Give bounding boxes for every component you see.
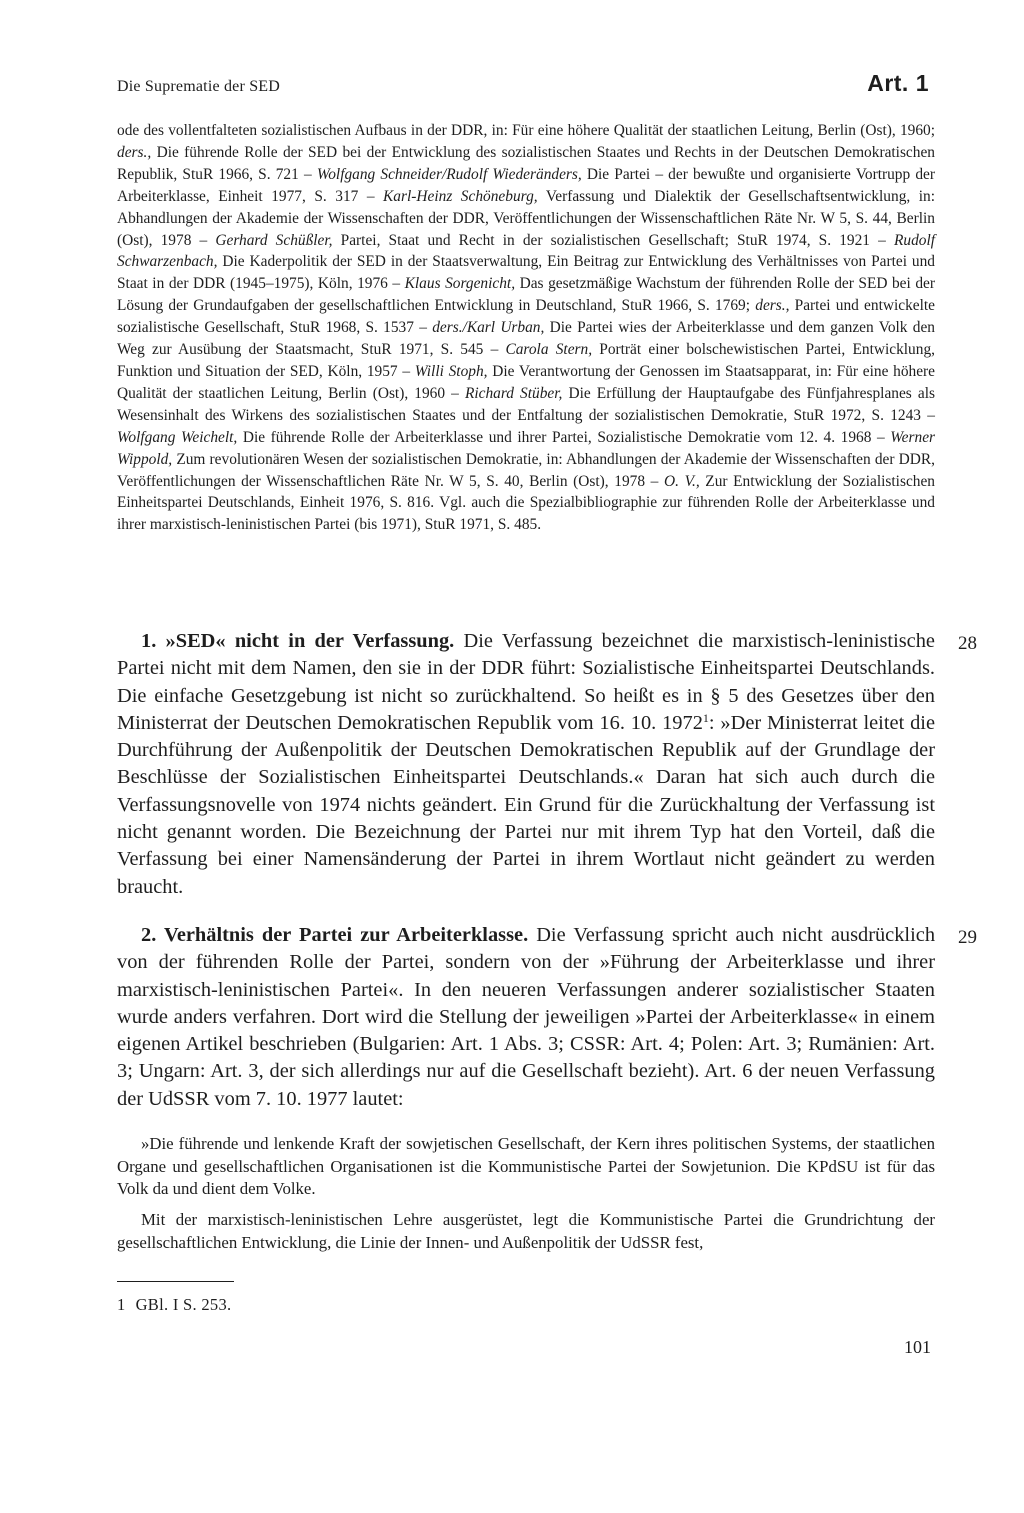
- bib-author: Klaus Sorgenicht,: [404, 275, 516, 293]
- bib-author: ders.,: [755, 297, 790, 315]
- bib-author: ders.,: [117, 143, 152, 161]
- bib-text: Die führende Rolle der Arbeiterklasse und ihrer Partei, Sozialistische Demokratie vom 12. 4. 1968 –: [237, 428, 891, 446]
- block-quote-paragraph: Mit der marxistisch-leninistischen Lehre ausgerüstet, legt die Kommunistische Partei die Grundrichtung der gesellschaftlichen Entwicklung, die Linie der Innen- und Außenpolitik der UdSSR fest,: [117, 1210, 935, 1252]
- bib-text: Das gesetzmäßige Wachstum der führenden Rolle der SED bei der Lösung der Grundaufgaben der gesellschaftlichen Entwicklung in Deutschland, StuR 1966, S. 1769;: [117, 275, 935, 315]
- bib-text: Zum revolutionären Wesen der sozialistischen Demokratie, in: Abhandlungen der Akademie der Wissenschaften der DDR, Veröffentlichungen der Wissenschaftlichen Räte Nr. W 5, S. 40, Berlin (Ost), 1978 –: [117, 450, 935, 490]
- bib-author: Karl-Heinz Schöneburg,: [383, 187, 538, 205]
- bib-author: Richard Stüber,: [464, 384, 563, 402]
- section-heading: 1. »SED« nicht in der Verfassung.: [141, 630, 455, 652]
- footnote-separator: [117, 1281, 234, 1282]
- bib-text: Die Partei – der bewußte und organisierte Vortrupp der Arbeiterklasse, Einheit 1977, S. 317 –: [117, 165, 935, 205]
- bib-text: Die Erfüllung der Hauptaufgabe des Fünfjahresplanes als Wesensinhalt des Wirkens des sozialistischen Staates und der Entfaltung der sozialistischen Demokratie, StuR 1972, S. 1243 –: [117, 384, 935, 424]
- running-header-article: Art. 1: [867, 70, 929, 96]
- bib-author: Wolfgang Weichelt,: [117, 428, 238, 446]
- bib-text: ode des vollentfalteten sozialistischen Aufbaus in der DDR, in: Für eine höhere Qualität der staatlichen Leitung, Berlin (Ost), 1960;: [117, 122, 935, 139]
- bib-text: Die Verantwortung der Genossen im Staatsapparat, in: Für eine höhere Qualität der staatlichen Leitung, Berlin (Ost), 1960 –: [117, 362, 936, 402]
- section-heading: 2. Verhältnis der Partei zur Arbeiterklasse.: [141, 924, 529, 946]
- footnote-text: GBl. I S. 253.: [135, 1295, 232, 1314]
- section-text: : »Der Ministerrat leitet die Durchführung der Außenpolitik der Deutschen Demokratischen Republik auf der Grundlage der Beschlüsse der Sozialistischen Einheitspartei Deutschlands.« Daran hat sich auch durch die Verfassungsnovelle von 1974 nichts geändert. Ein Grund für die Zurückhaltung der Verfassung ist nicht genannt worden. Die Bezeichnung der Partei nur mit ihrem Typ hat den Vorteil, daß die Verfassung bei einer Namensänderung der Partei in ihrem Wortlaut nicht geändert zu werden braucht.: [117, 711, 935, 898]
- bib-text: Partei, Staat und Recht in der sozialistischen Gesellschaft; StuR 1974, S. 1921 –: [332, 231, 894, 249]
- bib-text: Die Kaderpolitik der SED in der Staatsverwaltung, Ein Beitrag zur Entwicklung des Verhältnisses von Partei und Staat in der DDR (1945–1975), Köln, 1976 –: [117, 253, 935, 293]
- running-header-title: Die Suprematie der SED: [117, 78, 281, 95]
- section-text: Die Verfassung spricht auch nicht ausdrücklich von der führenden Rolle der Partei, sondern von der »Führung der Arbeiterklasse und ihrer marxistisch-leninistischen Partei«. In den neueren Verfassungen anderer sozialistischer Staaten wurde anders verfahren. Dort wird die Stellung der jeweiligen »Partei der Arbeiterklasse« in einem eigenen Artikel beschrieben (Bulgarien: Art. 1 Abs. 3; CSSR: Art. 4; Polen: Art. 3; Rumänien: Art. 3; Ungarn: Art. 3, der sich allerdings nur auf die Gesellschaft bezieht). Art. 6 der neuen Verfassung der UdSSR vom 7. 10. 1977 lautet:: [117, 924, 936, 1110]
- bib-text: Die führende Rolle der SED bei der Entwicklung des sozialistischen Staates und Rechts in der Deutschen Demokratischen Republik, StuR 1966, S. 721 –: [117, 143, 935, 183]
- bib-text: Zur Entwicklung der Sozialistischen Einheitspartei Deutschlands, Einheit 1976, S. 816. Vgl. auch die Spezialbibliographie zur führenden Rolle der Arbeiterklasse und ihrer marxistisch-leninistischen Partei (bis 1971), StuR 1971, S. 485.: [117, 472, 936, 534]
- bib-author: ders./Karl Urban,: [432, 319, 545, 337]
- footnote-number: 1: [117, 1295, 126, 1314]
- bib-text: Porträt einer bolschewistischen Partei, Entwicklung, Funktion und Situation der SED, Köln, 1957 –: [117, 341, 935, 380]
- section-paragraph-28: [117, 628, 935, 901]
- bib-text: Verfassung und Dialektik der Gesellschaftsentwicklung, in: Abhandlungen der Akademie der Wissenschaften der DDR, Veröffentlichungen der Wissenschaftlichen Räte Nr. W 5, S. 44, Berlin (Ost), 1978 –: [117, 187, 935, 249]
- bib-text: Die Partei wies der Arbeiterklasse und dem ganzen Volk den Weg zur Ausübung der Staatsmacht, StuR 1971, S. 545 –: [117, 319, 935, 359]
- bib-author: Werner Wippold,: [117, 428, 936, 468]
- page-number: 101: [904, 1337, 931, 1357]
- bibliography-block: [117, 120, 935, 536]
- margin-number: 28: [958, 633, 977, 654]
- bib-author: Gerhard Schüßler,: [215, 231, 333, 249]
- footnote-reference[interactable]: 1: [702, 710, 709, 725]
- bib-author: Rudolf Schwarzenbach,: [117, 231, 936, 271]
- section-text: Die Verfassung bezeichnet die marxistisch-leninistische Partei nicht mit dem Namen, den sie in der DDR führt: Sozialistische Einheitspartei Deutschlands. Die einfache Gesetzgebung ist nicht so zurückhaltend. So heißt es in § 5 des Gesetzes über den Ministerrat der Deutschen Demokratischen Republik vom 16. 10. 1972: [117, 630, 935, 734]
- bib-author: Wolfgang Schneider/Rudolf Wiederänders,: [316, 165, 582, 183]
- margin-number: 29: [958, 927, 977, 948]
- bib-author: O. V.,: [663, 472, 700, 490]
- footnote: [117, 1295, 231, 1315]
- section-paragraph-29: [117, 922, 935, 1113]
- bib-author: Willi Stoph,: [414, 362, 488, 380]
- bib-author: Carola Stern,: [505, 341, 593, 359]
- bib-text: Partei und entwickelte sozialistische Gesellschaft, StuR 1968, S. 1537 –: [117, 297, 935, 337]
- block-quote-paragraph: »Die führende und lenkende Kraft der sowjetischen Gesellschaft, der Kern ihres politischen Systems, der staatlichen Organe und gesellschaftlichen Organisationen ist die Kommunistische Partei der Sowjetunion. Die KPdSU ist für das Volk da und dient dem Volke.: [117, 1134, 935, 1198]
